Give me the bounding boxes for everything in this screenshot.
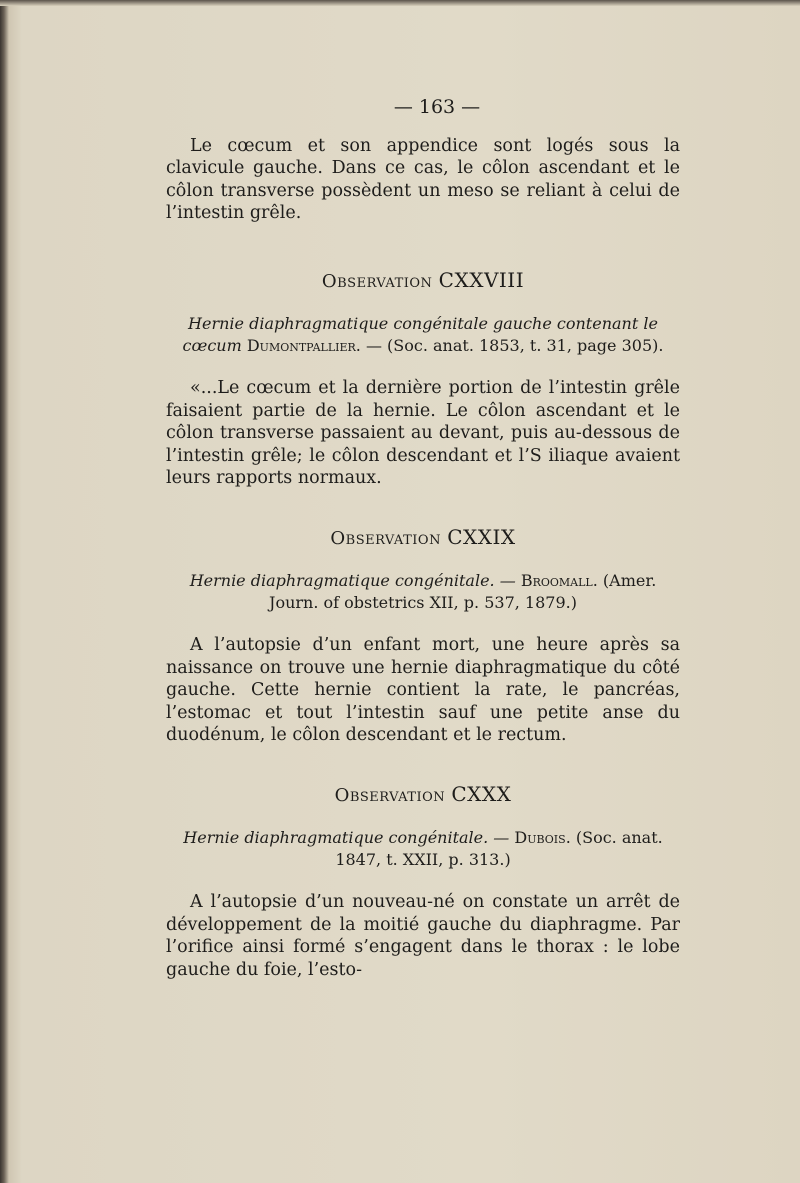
observation-title: Observation CXXVIII (321, 267, 525, 292)
observation-reference: Hernie diaphragmatique congénitale gauche contenant le cœcum Dumontpallier. — (Soc. anat. 1853, t. 31, page 305). (182, 314, 664, 355)
intro-paragraph: Le cœcum et son appendice sont logés sous la clavicule gauche. Dans ce cas, le côlon ascendant et le côlon transverse possèdent un meso se reliant à celui de l’intestin grêle. (166, 135, 680, 223)
page-edge (0, 0, 800, 6)
observation-block (166, 526, 680, 747)
observation-text: «...Le cœcum et la dernière portion de l’intestin grêle faisaient partie de la hernie. Le côlon ascendant et le côlon transverse passaient au devant, puis au-dessous de l’intestin grêle; le côlon descendant et l’S iliaque avaient leurs rapports normaux. (166, 378, 680, 488)
observation-block (166, 783, 680, 982)
observation-title: Observation CXXX (334, 781, 512, 806)
observation-text: A l’autopsie d’un enfant mort, une heure après sa naissance on trouve une hernie diaphragmatique du côté gauche. Cette hernie contient la rate, le pancréas, l’estomac et tout l’intestin sauf une petite anse du duodénum, le côlon descendant et le rectum. (166, 635, 680, 745)
page-number: — 163 — (393, 96, 481, 118)
observation-text: A l’autopsie d’un nouveau-né on constate un arrêt de développement de la moitié gauche du diaphragme. Par l’orifice ainsi formé s’engagent dans le thorax : le lobe gauche du foie, l’esto- (166, 892, 680, 980)
page-content (166, 96, 680, 981)
observation-block (166, 269, 680, 490)
observation-title: Observation CXXIX (330, 524, 516, 549)
observation-reference: Hernie diaphragmatique congénitale. — Dubois. (Soc. anat. 1847, t. XXII, p. 313.) (183, 828, 663, 869)
observation-reference: Hernie diaphragmatique congénitale. — Broomall. (Amer. Journ. of obstetrics XII, p. 537, 1879.) (189, 571, 657, 612)
